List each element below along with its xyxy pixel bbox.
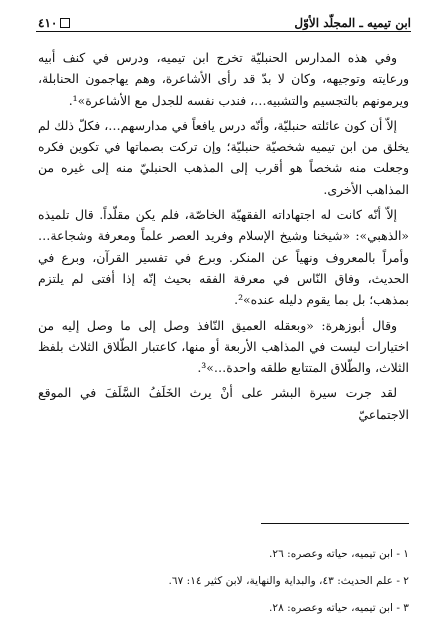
footnotes (38, 541, 409, 622)
page-header (38, 10, 411, 30)
footnote-divider (261, 523, 409, 524)
paragraph: إلاّ أن كون عائلته حنبليّة، وأنّه درس يافعاً في مدارسهم…، فكلّ ذلك لم يخلق من ابن تيميه شخصيّة حنبليّة؛ وإن تركت بصماتها في تكوين فكره وجعلت منه شخصاً هو أقرب إلى المذهب الحنبليّ منه إلى غيره من المذاهب الأخرى. (38, 117, 409, 197)
body-text (38, 47, 409, 429)
page-number: ٤١٠ (38, 16, 58, 30)
paragraph: إلاّ أنّه كانت له اجتهاداته الفقهيّة الخاصّة، فلم يكن مقلّداً. قال تلميذه «الذهبي»: «شيخنا وشيخ الإسلام وفريد العصر علماً ومعرفة وشجاعة… وأمراً بالمعروف ونهياً عن المنكر. وبرع في تفسير القرآن، وبرع في الحديث، وفاق النّاس في معرفة الفقه بحيث إنّه إذا أفتى لم يلتزم بمذهب؛ بل بما يقوم دليله عنده»². (38, 207, 409, 308)
footnote: ٢ - علم الحديث: ٤٣، والبداية والنهاية، لابن كثير ١٤: ٦٧. (168, 575, 409, 587)
paragraph: وفي هذه المدارس الحنبليّة تخرج ابن تيميه، ودرس في كنف أبيه ورعايته وتوجيهه، وكان لا بدّ قد رأى الأشاعرة، وهم يهاجمون الحنابلة، ويرمونهم بالتجسيم والتشبيه…، فندب نفسه للجدل مع الأشاعرة»¹. (38, 50, 409, 108)
footnote: ١ - ابن تيميه، حياته وعصره: ٢٦. (269, 548, 409, 560)
paragraph: لقد جرت سيرة البشر على أنْ يرث الخَلَفُ السَّلَفَ في الموقع الاجتماعيّ (38, 385, 409, 422)
running-title: ابن تيميه ـ المجلّد الأوّل (294, 16, 411, 30)
footnote: ٣ - ابن تيميه، حياته وعصره: ٢٨. (269, 602, 409, 614)
header-divider (36, 31, 411, 32)
paragraph: وقال أبوزهرة: «وبعقله العميق النّافذ وصل إلى ما وصل إليه من اختيارات ليست في المذاهب الأربعة أو منها، كاعتبار الطّلاق الثلاث بلفظ الثلاث، والطّلاق المتتابع طلقه واحدة…»³. (38, 317, 409, 376)
square-ornament-icon (60, 18, 70, 28)
page-number-block (38, 16, 70, 30)
